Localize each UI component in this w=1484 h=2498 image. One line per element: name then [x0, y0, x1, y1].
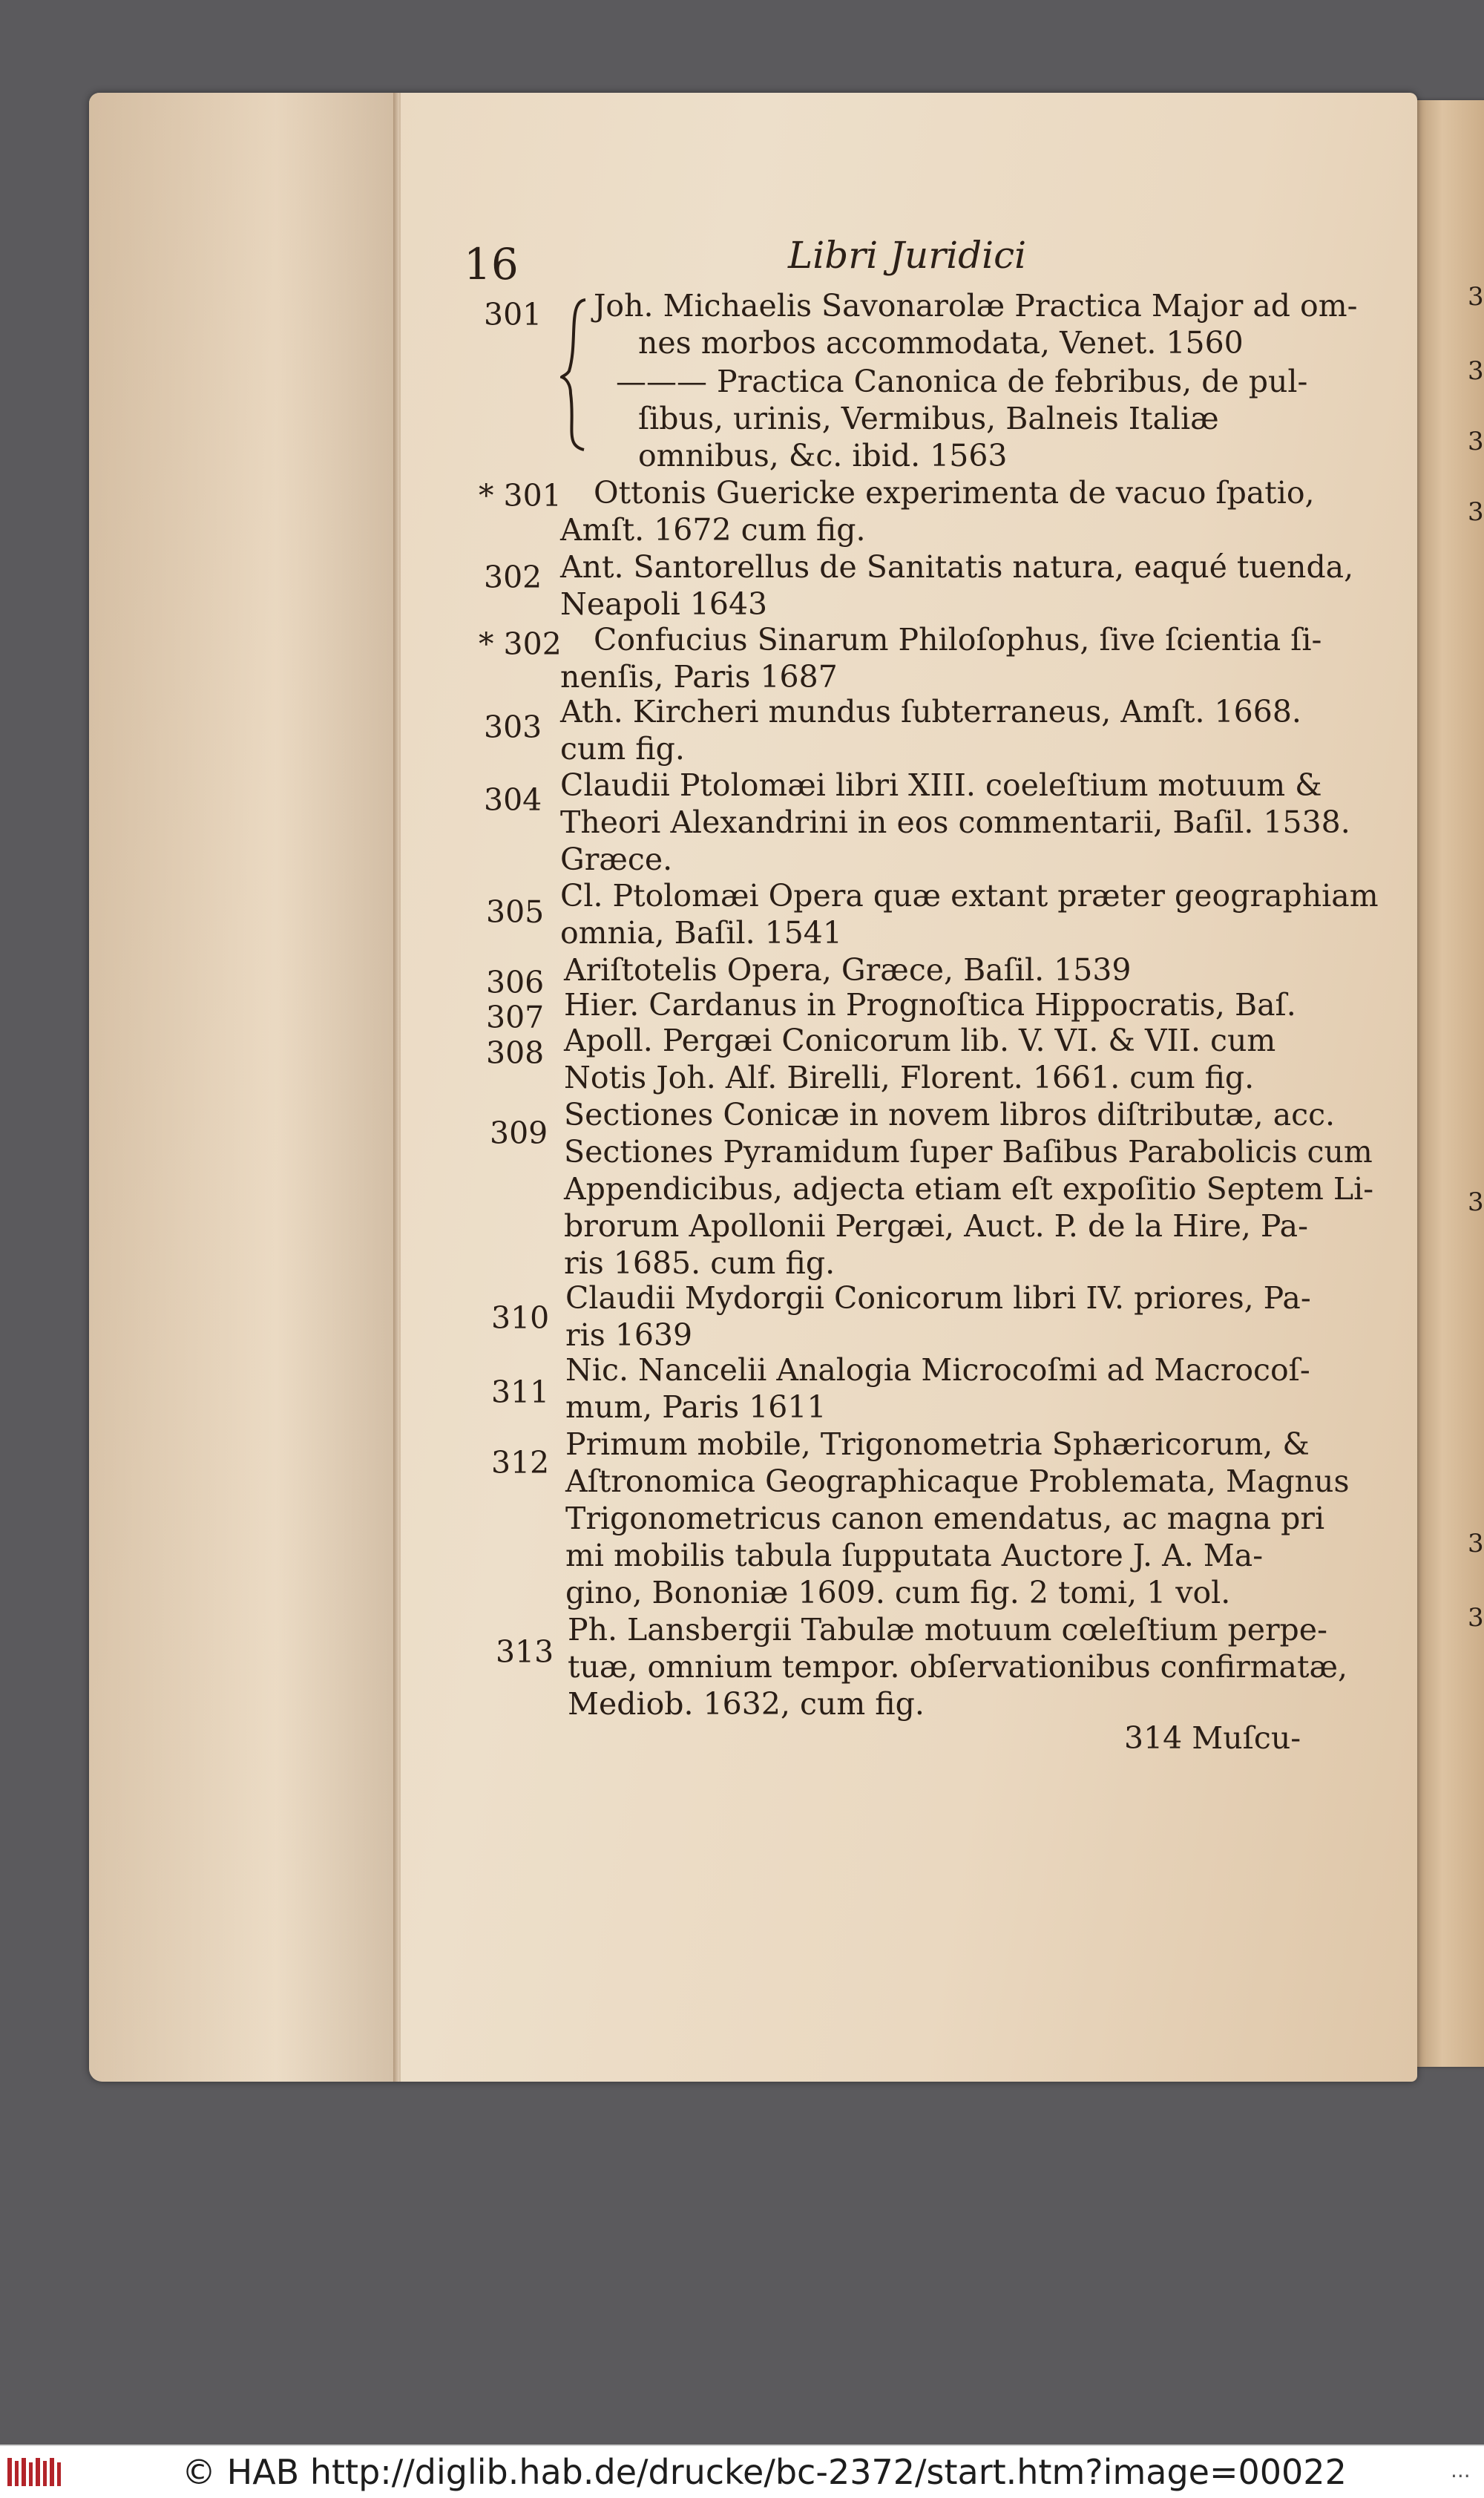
entry-line: Primum mobile, Trigonometria Sphæricorum, &	[565, 1426, 1310, 1462]
entry-line: Nic. Nancelii Analogia Microcoſmi ad Macrocoſ-	[565, 1352, 1310, 1388]
entry-line: ris 1639	[565, 1317, 693, 1353]
entry-line: mum, Paris 1611	[565, 1389, 827, 1425]
entry-number: * 301	[479, 478, 562, 514]
entry-line: Cl. Ptolomæi Opera quæ extant præter geographiam	[560, 878, 1379, 914]
entry-line: ſibus, urinis, Vermibus, Balneis Italiæ	[638, 401, 1219, 436]
entry-number: 313	[496, 1634, 554, 1670]
entry-number: 305	[486, 894, 545, 930]
more-menu-icon[interactable]: ...	[1451, 2458, 1471, 2482]
entry-line: ——— Practica Canonica de febribus, de pul-	[616, 364, 1308, 399]
entry-line: Trigonometricus canon emendatus, ac magna pri	[565, 1501, 1325, 1536]
entry-line: Mediob. 1632, cum fig.	[568, 1686, 925, 1722]
entry-number: 312	[491, 1445, 550, 1481]
entry-line: Sectiones Pyramidum ſuper Baſibus Parabolicis cum	[564, 1134, 1373, 1170]
entry-number: 308	[486, 1035, 545, 1071]
viewer-footer	[0, 2445, 1484, 2498]
entry-number: 302	[484, 560, 542, 595]
entry-number: 306	[486, 965, 545, 1000]
entry-line: cum fig.	[560, 731, 685, 767]
page-number: 16	[464, 239, 519, 289]
entry-line: Ariſtotelis Opera, Græce, Baſil. 1539	[564, 952, 1132, 988]
entry-line: Appendicibus, adjecta etiam eſt expoſitio Septem Li-	[564, 1171, 1374, 1207]
entry-line: Claudii Ptolomæi libri XIII. coeleſtium motuum &	[560, 767, 1322, 803]
entry-line: gino, Bononiæ 1609. cum fig. 2 tomi, 1 vol.	[565, 1575, 1231, 1610]
edge-mark: 3	[1468, 1187, 1484, 1217]
entry-number: 307	[486, 1000, 545, 1035]
entry-line: Ath. Kircheri mundus ſubterraneus, Amſt. 1668.	[560, 694, 1301, 730]
catchword: 314 Muſcu-	[1124, 1720, 1301, 1756]
entry-line: mi mobilis tabula ſupputata Auctore J. A. Ma-	[565, 1538, 1264, 1573]
entry-line: Neapoli 1643	[560, 586, 768, 622]
entry-line: Sectiones Conicæ in novem libros diſtributæ, acc.	[564, 1097, 1336, 1132]
entry-line: Ottonis Guericke experimenta de vacuo ſpatio,	[594, 475, 1315, 511]
edge-mark: 3	[1468, 356, 1484, 386]
edge-mark: 3	[1468, 1529, 1484, 1558]
entry-line: Claudii Mydorgii Conicorum libri IV. priores, Pa-	[565, 1280, 1311, 1316]
page-fold-line	[393, 93, 399, 2082]
entry-line: Ant. Santorellus de Sanitatis natura, eaqué tuenda,	[560, 549, 1354, 585]
entry-line: Amſt. 1672 cum fig.	[560, 512, 866, 548]
page-fold-shadow	[89, 93, 401, 2082]
entry-line: brorum Apollonii Pergæi, Auct. P. de la Hire, Pa-	[564, 1208, 1308, 1244]
entry-line: Joh. Michaelis Savonarolæ Practica Major ad om-	[594, 288, 1358, 324]
entry-line: Hier. Cardanus in Prognoſtica Hippocratis, Baſ.	[564, 987, 1296, 1023]
source-url[interactable]: © HAB http://diglib.hab.de/drucke/bc-2372/start.htm?image=00022	[182, 2452, 1347, 2492]
entry-line: Græce.	[560, 842, 673, 877]
entry-line: Confucius Sinarum Philoſophus, ſive ſcientia ſi-	[594, 622, 1322, 658]
entry-line: omnibus, &c. ibid. 1563	[638, 438, 1008, 473]
entry-line: nes morbos accommodata, Venet. 1560	[638, 325, 1244, 361]
entry-line: Ph. Lansbergii Tabulæ motuum cœleſtium perpe-	[568, 1612, 1327, 1648]
entry-line: Theori Alexandrini in eos commentarii, Baſil. 1538.	[560, 804, 1350, 840]
brace-glyph	[560, 297, 590, 453]
entry-number: 304	[484, 782, 542, 818]
entry-number: 310	[491, 1300, 550, 1336]
entry-number: 309	[490, 1115, 548, 1151]
edge-mark: 3	[1468, 497, 1484, 527]
entry-number: 301	[484, 297, 542, 332]
entry-line: Aſtronomica Geographicaque Problemata, Magnus	[565, 1463, 1350, 1499]
entry-number: 303	[484, 709, 542, 745]
entry-line: ris 1685. cum fig.	[564, 1245, 835, 1281]
entry-number: * 302	[479, 626, 562, 662]
running-title: Libri Juridici	[788, 234, 1027, 277]
entry-line: tuæ, omnium tempor. obſervationibus confirmatæ,	[568, 1649, 1348, 1685]
entry-number: 311	[491, 1374, 550, 1410]
entry-line: nenſis, Paris 1687	[560, 659, 838, 695]
edge-mark: 3	[1468, 427, 1484, 456]
entry-line: Notis Joh. Alf. Birelli, Florent. 1661. cum fig.	[564, 1060, 1255, 1095]
edge-mark: 3	[1468, 1603, 1484, 1633]
entry-line: Apoll. Pergæi Conicorum lib. V. VI. & VII. cum	[564, 1023, 1276, 1058]
entry-line: omnia, Baſil. 1541	[560, 915, 842, 951]
hab-logo-icon	[6, 2455, 65, 2489]
next-page-edge	[1410, 100, 1484, 2067]
edge-mark: 3	[1468, 282, 1484, 312]
